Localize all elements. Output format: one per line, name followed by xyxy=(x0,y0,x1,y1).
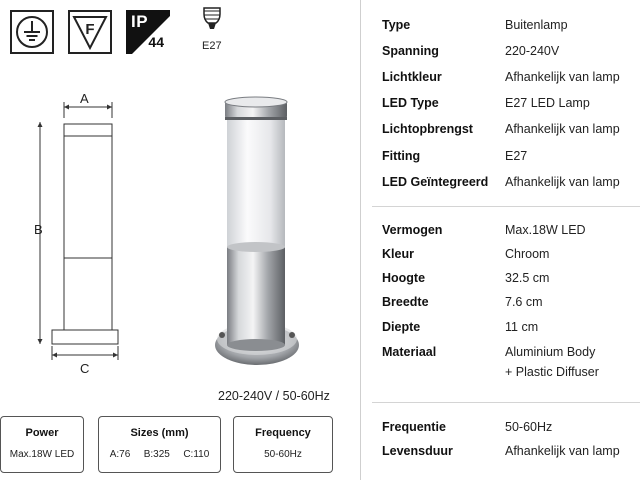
sizes-title: Sizes (mm) xyxy=(130,427,189,439)
power-box xyxy=(0,416,84,473)
size-b: B:325 xyxy=(143,449,170,460)
section-divider xyxy=(372,402,640,403)
ip-code: 44 xyxy=(148,34,164,50)
e27-bulb-icon xyxy=(186,6,238,58)
frequency-title: Frequency xyxy=(255,427,311,439)
size-c: C:110 xyxy=(183,449,210,460)
frequency-box xyxy=(233,416,333,473)
ground-symbol-icon xyxy=(10,10,54,54)
power-value: Max.18W LED xyxy=(9,449,75,460)
dimension-label-a: A xyxy=(80,91,89,106)
dimension-label-c: C xyxy=(80,361,90,376)
sizes-box xyxy=(98,416,221,473)
frequency-value: 50-60Hz xyxy=(264,449,302,460)
sizes-values xyxy=(99,449,220,460)
section-divider xyxy=(372,206,640,207)
lamp-product-image xyxy=(205,95,310,370)
f-mark-icon xyxy=(68,10,112,54)
f-mark-letter: F xyxy=(85,21,95,38)
ip-label: IP xyxy=(131,12,149,31)
e27-label: E27 xyxy=(202,40,222,52)
power-title: Power xyxy=(25,427,59,439)
ip-rating-icon xyxy=(126,10,170,54)
size-a: A:76 xyxy=(109,449,131,460)
voltage-frequency-note: 220-240V / 50-60Hz xyxy=(218,389,330,403)
dimension-label-b: B xyxy=(34,222,43,237)
column-divider xyxy=(360,0,361,480)
